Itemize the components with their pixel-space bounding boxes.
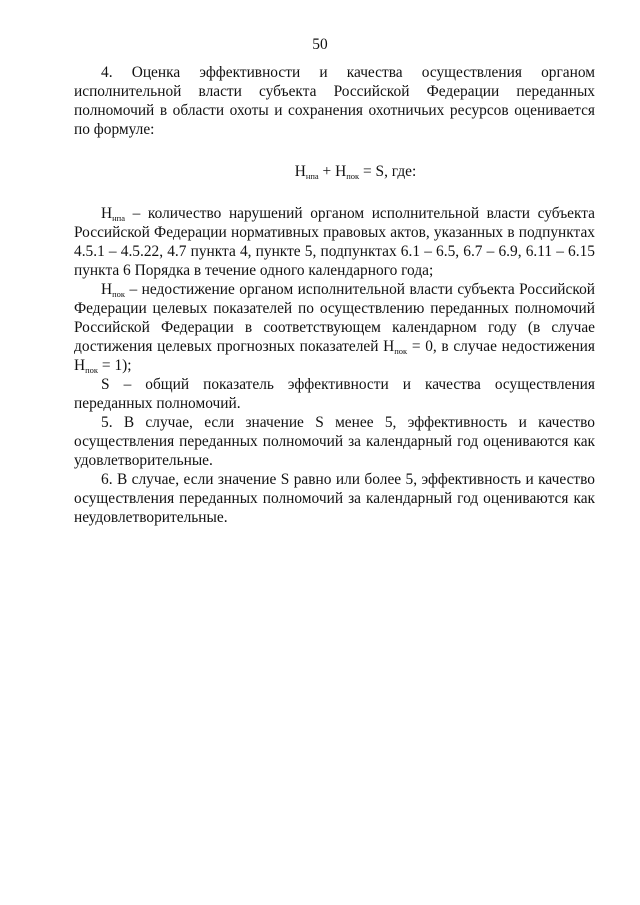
definition-npa	[74, 204, 595, 280]
definition-pok	[74, 280, 595, 375]
page-number: 50	[312, 36, 328, 53]
document-body	[74, 63, 595, 527]
definition-s: S – общий показатель эффективности и качества осуществления переданных полномочий.	[74, 376, 595, 412]
formula-n1-subscript: нпа	[305, 171, 319, 181]
formula-n2: Н	[335, 163, 347, 180]
definition-npa-subscript: нпа	[112, 213, 125, 223]
formula-rest: = S, где:	[359, 163, 417, 180]
definition-pok-mid: = 0, в случае недостижения	[407, 338, 596, 355]
definition-npa-text: – количество нарушений органом исполнительной власти субъекта Российской Федерации нормативных правовых актов, указанных в подпунктах 4.5.1 – 4.5.22, 4.7 пункта 4, пункте 5, подпунктах 6.1 – 6.5, 6.7 – 6.9, 6.11 – 6.15 пункта 6 Порядка в течение одного календарного года;	[74, 205, 595, 279]
definition-pok-symbol: Н	[101, 281, 113, 298]
definition-pok-text: – недостижение органом исполнительной власти субъекта Российской Федерации целевых показателей по осуществлению переданных полномочий Российской Федерации в соответствующем календарном году (в случае достижения целевых прогнозных показателей	[74, 281, 595, 355]
formula-plus: +	[318, 163, 336, 180]
definition-pok-subscript: пок	[112, 289, 126, 299]
paragraph-6: 6. В случае, если значение S равно или более 5, эффективность и качество осуществления переданных полномочий за календарный год оцениваются как неудовлетворительные.	[74, 471, 595, 526]
definition-pok-eq2-subscript: пок	[85, 365, 99, 375]
scan-edge	[0, 895, 640, 896]
definition-pok-eq2-symbol: Н	[74, 357, 86, 374]
formula-n1: Н	[294, 163, 306, 180]
paragraph-5: 5. В случае, если значение S менее 5, эффективность и качество осуществления переданных полномочий за календарный год оцениваются как удовлетворительные.	[74, 414, 595, 469]
formula	[74, 162, 595, 181]
definition-npa-symbol: Н	[101, 205, 113, 222]
definition-pok-end: = 1);	[98, 357, 132, 374]
definition-pok-eq1-symbol: Н	[383, 338, 395, 355]
definition-pok-eq1-subscript: пок	[394, 346, 408, 356]
formula-n2-subscript: пок	[346, 171, 360, 181]
paragraph-4: 4. Оценка эффективности и качества осуществления органом исполнительной власти субъекта Российской Федерации переданных полномочий в области охоты и сохранения охотничьих ресурсов оценивается по формуле:	[74, 64, 595, 138]
